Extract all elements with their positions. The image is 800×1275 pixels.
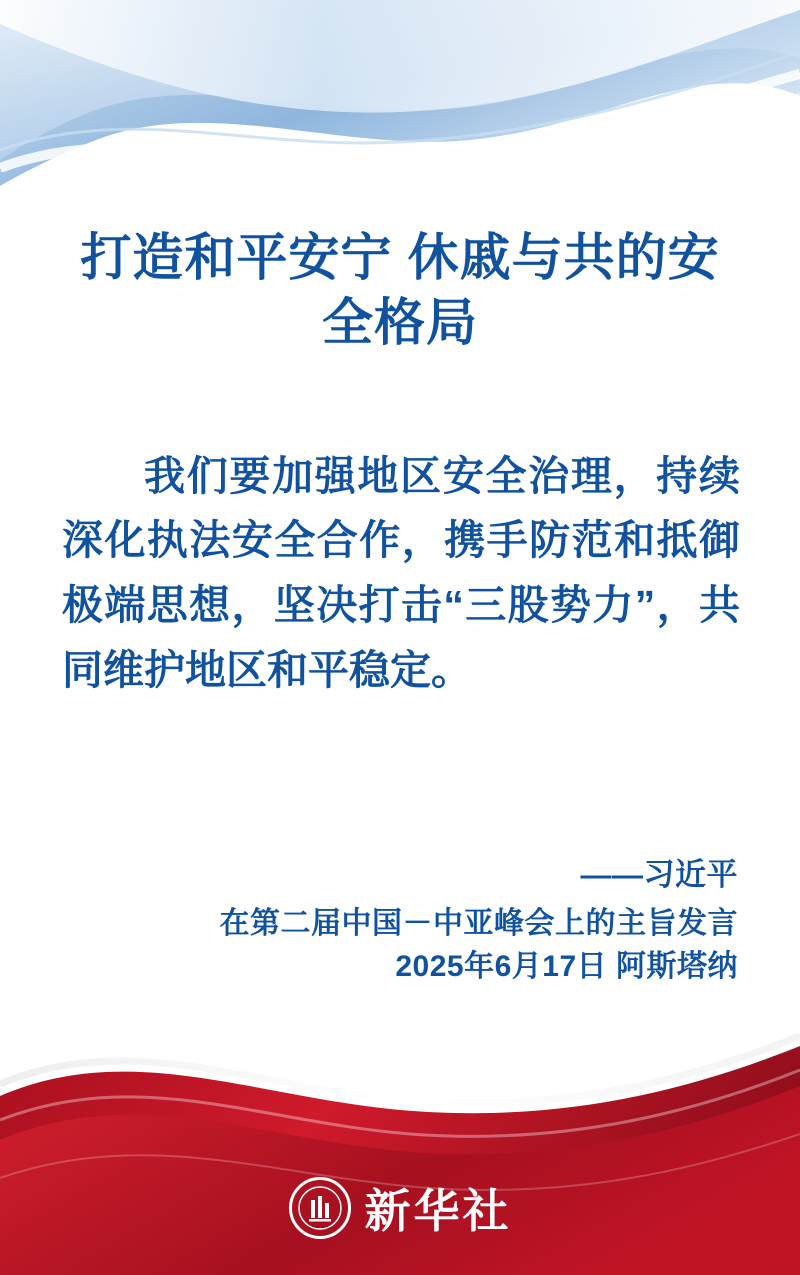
page-title: 打造和平安宁 休戚与共的安全格局 (80, 229, 720, 352)
top-wave-decoration (0, 0, 800, 215)
quote-body: 我们要加强地区安全治理，持续深化执法安全合作，携手防范和抵御极端思想，坚决打击“三股势力”，共同维护地区和平稳定。 (62, 452, 740, 693)
attribution-occasion: 在第二届中国－中亚峰会上的主旨发言 (219, 906, 738, 940)
attribution-block (0, 703, 800, 989)
xinhua-emblem-icon (289, 1177, 351, 1239)
poster-content (0, 215, 800, 989)
attribution-datetime: 2025年6月17日 阿斯塔纳 (395, 950, 738, 984)
logo-text: 新华社 (364, 1184, 512, 1238)
logo-row (0, 1175, 800, 1241)
attribution-speaker: ——习近平 (580, 856, 738, 892)
